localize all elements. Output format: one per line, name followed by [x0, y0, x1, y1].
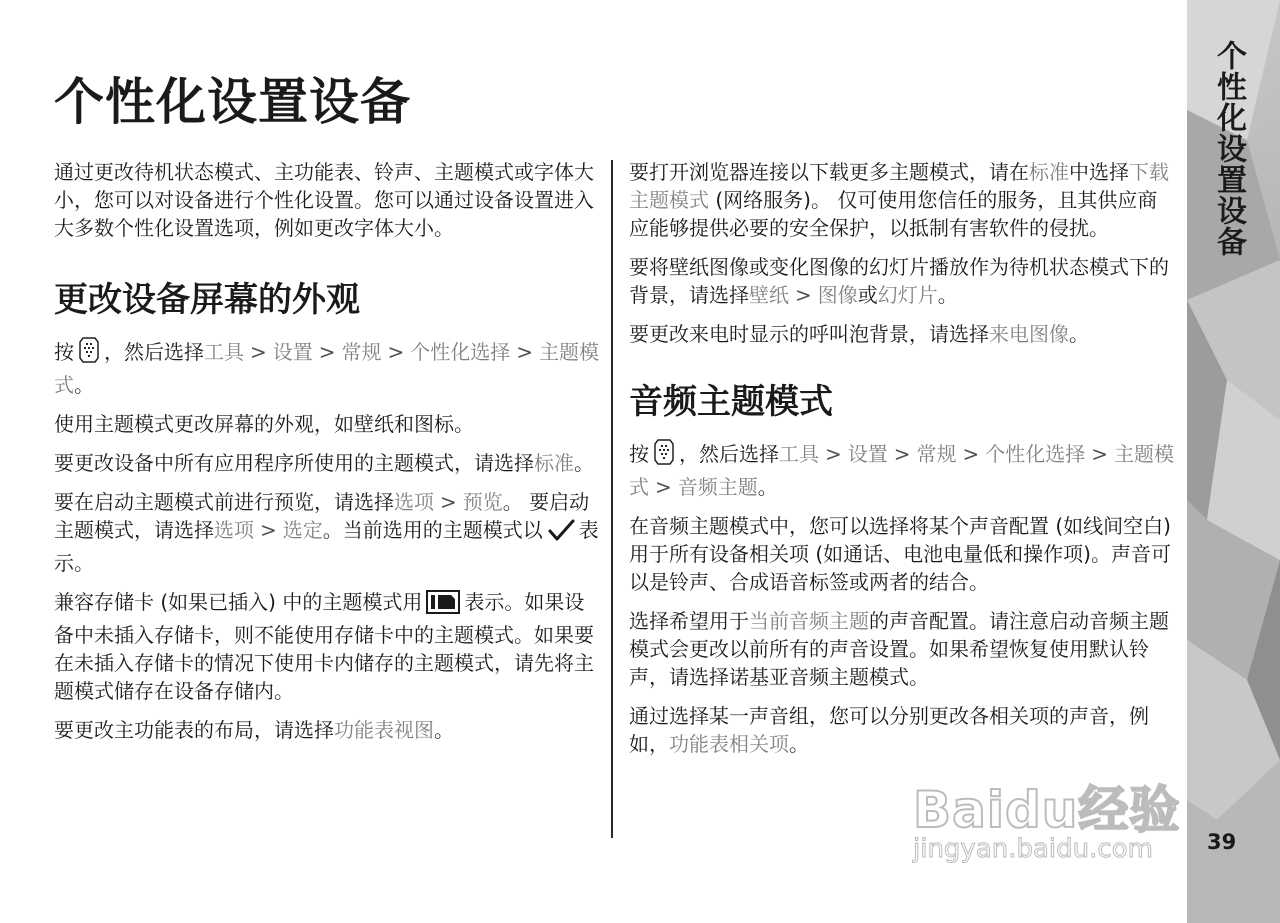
- watermark: [905, 770, 1205, 870]
- right-column: [629, 158, 1177, 769]
- memory-card-icon: [426, 590, 460, 621]
- page-number: 39: [1207, 830, 1237, 854]
- path-item-personalization: 个性化选择: [410, 340, 511, 364]
- audio-paragraph-3: 通过选择某一声音组，您可以分别更改各相关项的声音，例如，功能表相关项。: [629, 704, 1149, 756]
- ui-label-call-image: 来电图像: [989, 322, 1069, 346]
- audio-paragraph-2: 选择希望用于当前音频主题的声音配置。请注意启动音频主题模式会更改以前所有的声音设置。如果希望恢复使用默认铃声，请选择诺基亚音频主题模式。: [629, 609, 1169, 689]
- ui-label-options: 选项: [394, 490, 434, 514]
- side-tab-label: 个性化设置设备: [1211, 40, 1246, 257]
- path-item-general: 常规: [341, 340, 382, 364]
- menu-path-audio: 按 ，然后选择工具 > 设置 > 常规 > 个性化选择 > 主题模式 > 音频主题。: [629, 438, 1177, 501]
- ui-label-menu-view: 功能表视图: [334, 718, 434, 742]
- path-item-settings: 设置: [272, 340, 313, 364]
- section-heading-audio: 音频主题模式: [629, 382, 833, 422]
- menu-path-appearance: 按 ，然后选择工具 > 设置 > 常规 > 个性化选择 > 主题模式。: [54, 336, 602, 399]
- themes-paragraph: 使用主题模式更改屏幕的外观，如壁纸和图标。: [54, 412, 474, 436]
- all-apps-paragraph: 要更改设备中所有应用程序所使用的主题模式，请选择标准。: [54, 451, 594, 475]
- ui-label-menu-items: 功能表相关项: [669, 732, 789, 756]
- path-item-settings: 设置: [847, 442, 888, 466]
- ui-label-options-2: 选项: [214, 518, 254, 542]
- browser-paragraph: 要打开浏览器连接以下载更多主题模式，请在标准中选择下载主题模式 (网络服务)。 仅可使用您信任的服务，且其供应商应能够提供必要的安全保护，以抵制有害软件的侵扰。: [629, 160, 1169, 240]
- ui-label-current-audio-theme: 当前音频主题: [749, 609, 869, 633]
- ui-label-standard: 标准: [534, 451, 574, 475]
- path-item-personalization: 个性化选择: [985, 442, 1086, 466]
- path-item-tools: 工具: [779, 442, 819, 466]
- ui-label-download-themes: 下载主题模式: [629, 160, 1169, 212]
- ui-label-slideshow: 幻灯片: [877, 283, 938, 307]
- watermark-logo: Baidu经验: [913, 781, 1181, 839]
- audio-paragraph-1: 在音频主题模式中，您可以选择将某个声音配置 (如线间空白) 用于所有设备相关项 (如通话、电池电量低和操作项)。声音可以是铃声、合成语音标签或两者的结合。: [629, 514, 1171, 594]
- menu-key-icon: [78, 336, 100, 371]
- ui-label-image: 图像: [817, 283, 858, 307]
- path-item-tools: 工具: [204, 340, 244, 364]
- ui-label-wallpaper: 壁纸: [749, 283, 789, 307]
- memory-card-paragraph: 兼容存储卡 (如果已插入) 中的主题模式用 表示。如果设备中未插入存储卡，则不能使用存储卡中的主题模式。如果要在未插入存储卡的情况下使用卡内储存的主题模式，请先将主题模式储存在设备存储内。: [54, 590, 594, 703]
- menu-layout-paragraph: 要更改主功能表的布局，请选择功能表视图。: [54, 718, 454, 742]
- path-item-themes: 主题模式: [54, 340, 600, 397]
- left-column: [54, 158, 602, 755]
- page-title: 个性化设置设备: [54, 73, 411, 131]
- path-item-audio-themes: 音频主题: [677, 475, 758, 499]
- ui-label-standard-2: 标准: [1029, 160, 1069, 184]
- ui-label-select: 选定: [282, 518, 323, 542]
- path-item-themes: 主题模式: [629, 442, 1175, 499]
- ui-label-preview: 预览: [462, 490, 503, 514]
- menu-key-icon: [653, 438, 675, 473]
- checkmark-icon: [547, 518, 575, 549]
- call-image-paragraph: 要更改来电时显示的呼叫泡背景，请选择来电图像。: [629, 322, 1089, 346]
- preview-paragraph: 要在启动主题模式前进行预览，请选择选项 > 预览。 要启动主题模式，请选择选项 > 选定。当前选用的主题模式以 表示。: [54, 490, 599, 575]
- path-item-general: 常规: [916, 442, 957, 466]
- intro-paragraph: 通过更改待机状态模式、主功能表、铃声、主题模式或字体大小，您可以对设备进行个性化设置。您可以通过设备设置进入大多数个性化设置选项，例如更改字体大小。: [54, 160, 594, 240]
- section-heading-appearance: 更改设备屏幕的外观: [54, 280, 360, 320]
- wallpaper-paragraph: 要将壁纸图像或变化图像的幻灯片播放作为待机状态模式下的背景，请选择壁纸 > 图像或幻灯片。: [629, 255, 1169, 307]
- watermark-url: jingyan.baidu.com: [913, 834, 1153, 864]
- column-divider: [611, 160, 613, 838]
